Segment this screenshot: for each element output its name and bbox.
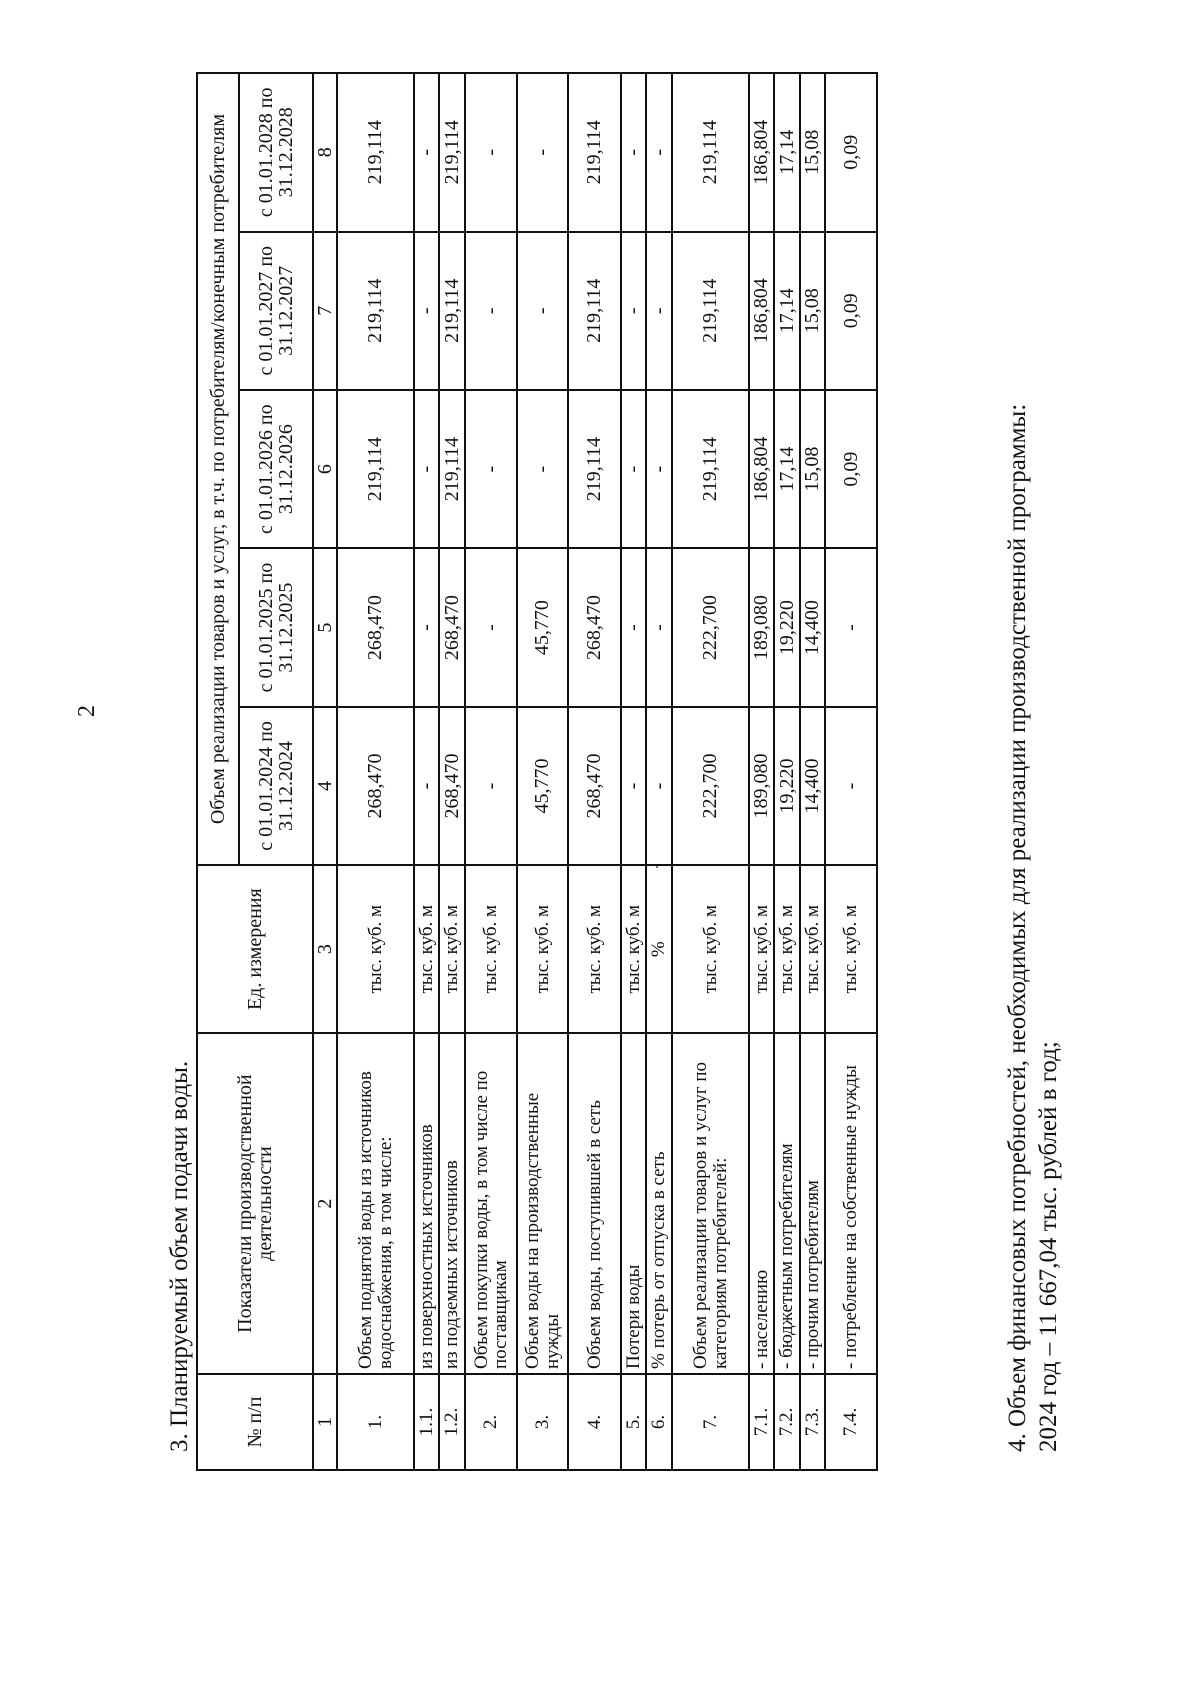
row-value: 219,114: [439, 232, 465, 390]
header-period: с 01.01.2027 по 31.12.2027: [239, 232, 313, 390]
row-value: 219,114: [672, 73, 749, 232]
header-indicator: Показатели производственной деятельности: [197, 1033, 313, 1374]
row-name: - прочим потребителям: [800, 1033, 825, 1374]
header-period: с 01.01.2024 по 31.12.2024: [239, 707, 313, 865]
row-value: 222,700: [672, 707, 749, 865]
row-value: 268,470: [337, 548, 414, 706]
table-row: [414, 73, 439, 1470]
row-unit: %: [646, 865, 672, 1033]
section-title: 3. Планируемый объем подачи воды.: [166, 1060, 193, 1452]
row-unit: тыс. куб. м: [621, 865, 646, 1033]
row-value: 189,080: [749, 548, 774, 706]
row-unit: тыс. куб. м: [825, 865, 877, 1033]
row-value: 15,08: [800, 73, 825, 232]
row-value: 15,08: [800, 232, 825, 390]
row-name: Объем воды, поступившей в сеть: [568, 1033, 621, 1374]
row-name: - бюджетным потребителям: [774, 1033, 800, 1374]
row-name: Потери воды: [621, 1033, 646, 1374]
row-value: -: [621, 73, 646, 232]
row-value: 0,09: [825, 73, 877, 232]
row-value: 268,470: [439, 707, 465, 865]
row-value: 268,470: [568, 548, 621, 706]
row-value: -: [621, 548, 646, 706]
row-unit: тыс. куб. м: [800, 865, 825, 1033]
row-num: 4.: [568, 1374, 621, 1470]
row-value: 186,804: [749, 232, 774, 390]
row-value: 219,114: [337, 73, 414, 232]
row-value: -: [465, 73, 517, 232]
row-value: 17,14: [774, 232, 800, 390]
table-row: [621, 73, 646, 1470]
row-unit: тыс. куб. м: [774, 865, 800, 1033]
scan-speck: [656, 866, 658, 868]
row-value: -: [646, 390, 672, 548]
row-num: 1.: [337, 1374, 414, 1470]
row-value: 219,114: [337, 232, 414, 390]
row-value: -: [414, 707, 439, 865]
row-unit: тыс. куб. м: [337, 865, 414, 1033]
row-value: -: [621, 707, 646, 865]
row-name: из подземных источников: [439, 1033, 465, 1374]
water-supply-table: [196, 72, 878, 1471]
row-value: -: [517, 232, 568, 390]
row-value: 219,114: [672, 390, 749, 548]
header-group: Объем реализации товаров и услуг, в т.ч. по потребителям/конечным потребителям: [197, 73, 239, 865]
table-row: [465, 73, 517, 1470]
row-value: 268,470: [337, 707, 414, 865]
page-number: 2: [74, 705, 100, 717]
row-value: 15,08: [800, 390, 825, 548]
row-value: -: [825, 707, 877, 865]
row-num: 2.: [465, 1374, 517, 1470]
row-value: 219,114: [439, 73, 465, 232]
row-value: 0,09: [825, 232, 877, 390]
index-cell: 5: [313, 548, 337, 706]
table-row: [646, 73, 672, 1470]
row-name: Объем реализации товаров и услуг по категориям потребителей:: [672, 1033, 749, 1374]
row-value: -: [465, 232, 517, 390]
row-unit: тыс. куб. м: [517, 865, 568, 1033]
row-name: из поверхностных источников: [414, 1033, 439, 1374]
row-value: -: [414, 73, 439, 232]
row-value: -: [517, 73, 568, 232]
row-value: -: [646, 232, 672, 390]
row-value: 268,470: [568, 707, 621, 865]
index-cell: 8: [313, 73, 337, 232]
header-period: с 01.01.2025 по 31.12.2025: [239, 548, 313, 706]
row-value: 219,114: [337, 390, 414, 548]
row-value: -: [825, 548, 877, 706]
header-num: № п/п: [197, 1374, 313, 1470]
row-name: % потерь от отпуска в сеть: [646, 1033, 672, 1374]
row-value: 186,804: [749, 73, 774, 232]
row-value: 186,804: [749, 390, 774, 548]
row-value: -: [517, 390, 568, 548]
row-value: -: [414, 548, 439, 706]
row-num: 1.2.: [439, 1374, 465, 1470]
index-cell: 3: [313, 865, 337, 1033]
row-unit: тыс. куб. м: [568, 865, 621, 1033]
table-row: [568, 73, 621, 1470]
row-value: 19,220: [774, 548, 800, 706]
row-num: 7.1.: [749, 1374, 774, 1470]
index-cell: 4: [313, 707, 337, 865]
index-cell: 2: [313, 1033, 337, 1374]
row-num: 3.: [517, 1374, 568, 1470]
header-unit: Ед. измерения: [197, 865, 313, 1033]
row-value: 219,114: [568, 390, 621, 548]
row-value: -: [621, 232, 646, 390]
financial-needs-paragraph: [1002, 404, 1065, 1452]
row-num: 6.: [646, 1374, 672, 1470]
row-unit: тыс. куб. м: [439, 865, 465, 1033]
row-num: 7.3.: [800, 1374, 825, 1470]
financial-needs-line: 2024 год – 11 667,04 тыс. рублей в год;: [1035, 1041, 1063, 1452]
row-value: -: [414, 390, 439, 548]
row-value: 45,770: [517, 707, 568, 865]
row-num: 1.1.: [414, 1374, 439, 1470]
row-num: 7.4.: [825, 1374, 877, 1470]
row-value: -: [465, 707, 517, 865]
row-num: 7.2.: [774, 1374, 800, 1470]
row-value: -: [621, 390, 646, 548]
table-row: [337, 73, 414, 1470]
row-value: 45,770: [517, 548, 568, 706]
row-name: - населению: [749, 1033, 774, 1374]
row-unit: тыс. куб. м: [414, 865, 439, 1033]
row-value: 14,400: [800, 707, 825, 865]
row-name: Объем воды на производственные нужды: [517, 1033, 568, 1374]
row-value: -: [646, 548, 672, 706]
row-name: Объем поднятой воды из источников водоснабжения, в том числе:: [337, 1033, 414, 1374]
row-value: 17,14: [774, 73, 800, 232]
table-row: [672, 73, 749, 1470]
row-name: - потребление на собственные нужды: [825, 1033, 877, 1374]
row-value: -: [646, 73, 672, 232]
row-value: 19,220: [774, 707, 800, 865]
row-value: -: [646, 707, 672, 865]
row-value: -: [414, 232, 439, 390]
row-value: 0,09: [825, 390, 877, 548]
table-row: [749, 73, 774, 1470]
row-value: 17,14: [774, 390, 800, 548]
row-name: Объем покупки воды, в том числе по поставщикам: [465, 1033, 517, 1374]
row-value: 189,080: [749, 707, 774, 865]
table-row: [800, 73, 825, 1470]
row-unit: тыс. куб. м: [465, 865, 517, 1033]
table-row: [517, 73, 568, 1470]
table-row: [774, 73, 800, 1470]
row-unit: тыс. куб. м: [749, 865, 774, 1033]
row-unit: тыс. куб. м: [672, 865, 749, 1033]
row-value: 219,114: [568, 232, 621, 390]
row-value: -: [465, 548, 517, 706]
index-cell: 1: [313, 1374, 337, 1470]
financial-needs-line: 4. Объем финансовых потребностей, необходимых для реализации производственной программы:: [1004, 403, 1031, 1452]
header-period: с 01.01.2028 по 31.12.2028: [239, 73, 313, 232]
index-row: [313, 73, 337, 1470]
row-value: 219,114: [439, 390, 465, 548]
row-value: 268,470: [439, 548, 465, 706]
table-row: [825, 73, 877, 1470]
row-value: 14,400: [800, 548, 825, 706]
row-value: 222,700: [672, 548, 749, 706]
row-value: 219,114: [672, 232, 749, 390]
row-value: -: [465, 390, 517, 548]
row-num: 5.: [621, 1374, 646, 1470]
index-cell: 6: [313, 390, 337, 548]
row-num: 7.: [672, 1374, 749, 1470]
row-value: 219,114: [568, 73, 621, 232]
header-period: с 01.01.2026 по 31.12.2026: [239, 390, 313, 548]
index-cell: 7: [313, 232, 337, 390]
table-row: [439, 73, 465, 1470]
